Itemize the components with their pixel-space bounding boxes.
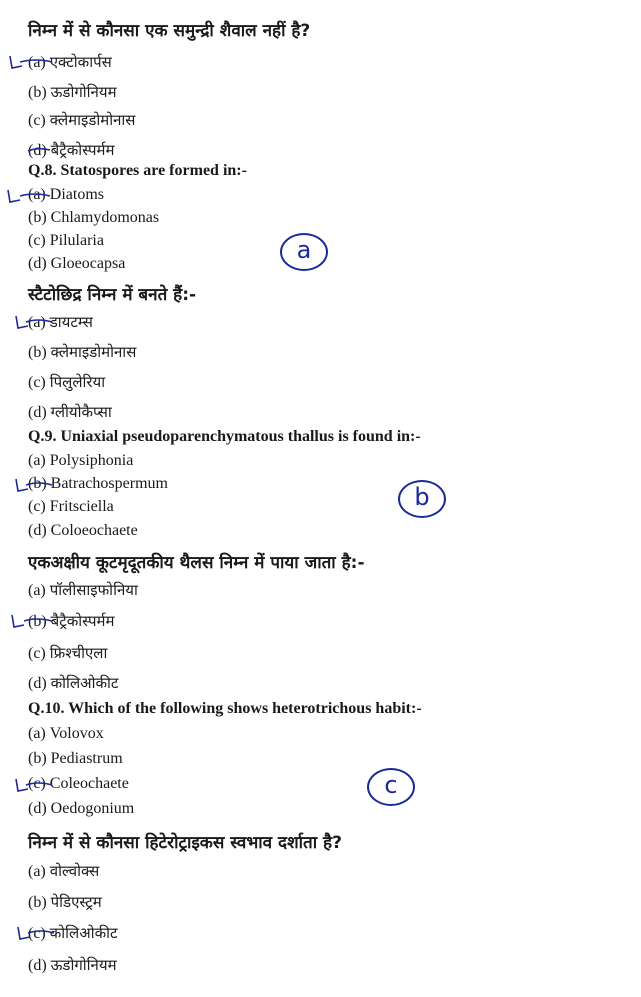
question-8: Q.8. Statospores are formed in:- xyxy=(28,162,247,179)
option-q8hi-b: (b) क्लेमाइडोमोनास xyxy=(28,343,137,361)
option-q8hi-d: (d) ग्लीयोकैप्सा xyxy=(28,403,112,421)
question-10: Q.10. Which of the following shows heterotrichous habit:- xyxy=(28,700,422,717)
option-q10-c: (c) Coleochaete xyxy=(28,775,129,792)
option-q7hi-b: (b) ऊडोगोनियम xyxy=(28,83,117,101)
option-q9hi-d: (d) कोलिओकीट xyxy=(28,674,119,692)
option-q7hi-d: (d) बैट्रैकोस्पर्मम xyxy=(28,141,115,159)
answer-circle-q10: c xyxy=(367,768,415,806)
option-q10hi-d: (d) ऊडोगोनियम xyxy=(28,956,117,974)
option-q9-d: (d) Coloeochaete xyxy=(28,522,138,539)
option-q9hi-b: (b) बैट्रैकोस्पर्मम xyxy=(28,612,115,630)
option-q8hi-a: (a) डायटम्स xyxy=(28,313,93,331)
question-9: Q.9. Uniaxial pseudoparenchymatous thallus is found in:- xyxy=(28,428,421,445)
option-q10hi-c: (c) कोलिओकीट xyxy=(28,924,118,942)
option-q7hi-c: (c) क्लेमाइडोमोनास xyxy=(28,111,136,129)
question-10-hindi: निम्न में से कौनसा हिटेरोट्राइकस स्वभाव दर्शाता है? xyxy=(28,833,342,853)
option-q8-b: (b) Chlamydomonas xyxy=(28,209,160,226)
question-8-hindi: स्टैटोछिद्र निम्न में बनते हैं:- xyxy=(28,285,197,305)
option-q9-c: (c) Fritsciella xyxy=(28,498,114,515)
option-q10-b: (b) Pediastrum xyxy=(28,750,123,767)
question-9-hindi: एकअक्षीय कूटमृदूतकीय थैलस निम्न में पाया जाता है:- xyxy=(28,553,365,573)
option-q9-a: (a) Polysiphonia xyxy=(28,452,134,469)
option-q8-c: (c) Pilularia xyxy=(28,232,104,249)
answer-circle-q9: b xyxy=(398,480,446,518)
option-q10-a: (a) Volovox xyxy=(28,725,104,742)
option-q10-d: (d) Oedogonium xyxy=(28,800,135,817)
option-q8hi-c: (c) पिलुलेरिया xyxy=(28,373,106,391)
option-q9-b: (b) Batrachospermum xyxy=(28,475,168,492)
answer-circle-q8: a xyxy=(280,233,328,271)
option-q7hi-a: (a) एक्टोकार्पस xyxy=(28,53,112,71)
option-q10hi-b: (b) पेडिएस्ट्रम xyxy=(28,893,102,911)
option-q9hi-c: (c) फ्रिश्चीएला xyxy=(28,644,108,662)
option-q8-a: (a) Diatoms xyxy=(28,186,104,203)
question-7-hindi: निम्न में से कौनसा एक समुन्द्री शैवाल नहीं है? xyxy=(28,21,311,41)
option-q9hi-a: (a) पॉलीसाइफोनिया xyxy=(28,581,138,599)
option-q10hi-a: (a) वोल्वोक्स xyxy=(28,862,100,880)
option-q8-d: (d) Gloeocapsa xyxy=(28,255,126,272)
